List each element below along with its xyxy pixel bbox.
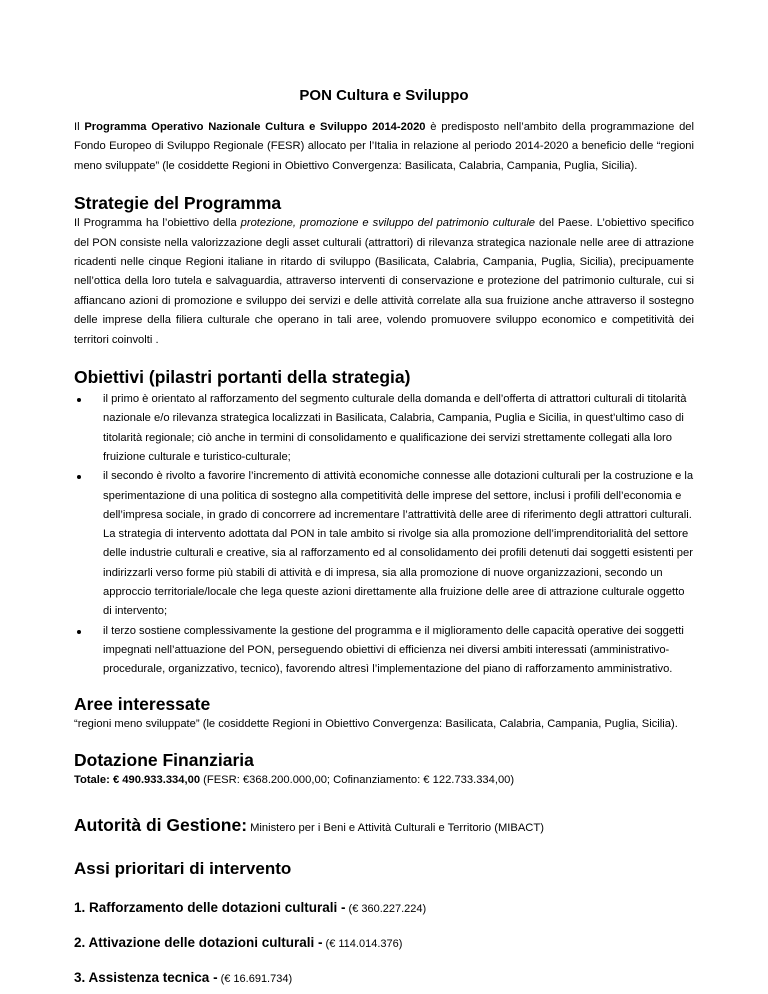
- asse-label: 3. Assistenza tecnica -: [74, 969, 218, 985]
- dotazione-total: Totale: € 490.933.334,00: [74, 773, 201, 786]
- obiettivi-heading: Obiettivi (pilastri portanti della strategia): [74, 367, 411, 388]
- autorita-line: [74, 815, 694, 836]
- dotazione-text: [74, 771, 694, 790]
- list-item: il primo è orientato al rafforzamento del segmento culturale della domanda e dell’offerta di attrattori culturali di titolarità nazionale e/o rilevanza strategica localizzati in Basilicata, Calabria, Campania, Puglia e Sicilia, in quest’ultimo caso di titolarità regionale; ciò anche in termini di consolidamento e qualificazione dei servizi strettamente collegati alla loro fruizione culturale e turistico-culturale;: [74, 390, 694, 467]
- intro-prefix: Il: [74, 121, 85, 133]
- intro-paragraph: [74, 118, 694, 176]
- strategie-paragraph: [74, 214, 694, 350]
- asse-item-3: [74, 970, 694, 985]
- list-item: il secondo è rivolto a favorire l’incremento di attività economiche connesse alle dotazioni culturali per la costruzione e la sperimentazione di una politica di sostegno alla competitività delle imprese del settore, inclusi i profili dell’economia e dell’impresa sociale, in grado di concorrere ad incrementare l’attrattività delle aree di riferimento degli attrattori culturali. La strategia di intervento adottata dal PON in tale ambito si rivolge sia alla promozione dell’imprenditorialità del settore delle industrie culturali e creative, sia al rafforzamento ed al consolidamento dei profili detenuti dai soggetti esistenti per indirizzarli verso forme più stabili di attività e di impresa, sia alla promozione di nuove organizzazioni, secondo un approccio territoriale/locale che lega queste azioni direttamente alla fruizione delle aree di attrazione culturale oggetto di intervento;: [74, 467, 694, 621]
- page-title: PON Cultura e Sviluppo: [299, 87, 469, 104]
- aree-text: “regioni meno sviluppate” (le cosiddette Regioni in Obiettivo Convergenza: Basilicata, Calabria, Campania, Puglia, Sicilia).: [74, 717, 678, 730]
- asse-item-2: [74, 935, 694, 950]
- strategie-italic: protezione, promozione e sviluppo del patrimonio culturale: [240, 217, 536, 230]
- autorita-value: Ministero per i Beni e Attività Culturali e Territorio (MIBACT): [250, 821, 544, 834]
- strategie-prefix: Il Programma ha l’obiettivo della: [74, 217, 241, 230]
- obiettivi-list: [74, 390, 694, 679]
- asse-label: 2. Attivazione delle dotazioni culturali -: [74, 934, 323, 950]
- list-item: il terzo sostiene complessivamente la gestione del programma e il miglioramento delle capacità operative dei soggetti impegnati nell’attuazione del PON, perseguendo obiettivi di efficienza nei diversi ambiti interessati (amministrativo-procedurale, organizzativo, tecnico), favorendo altresì l’implementazione del piano di rafforzamento amministrativo.: [74, 622, 694, 680]
- intro-text: è predisposto nell’ambito della programmazione del Fondo Europeo di Sviluppo Regionale (FESR) allocato per l’Italia in relazione al periodo 2014-2020 a beneficio delle “regioni meno sviluppate” (le cosiddette Regioni in Obiettivo Convergenza: Basilicata, Calabria, Campania, Puglia, Sicilia).: [74, 121, 695, 172]
- dotazione-heading: Dotazione Finanziaria: [74, 749, 254, 770]
- asse-item-1: [74, 900, 694, 915]
- asse-amount: (€ 16.691.734): [220, 972, 293, 985]
- intro-program-name: Programma Operativo Nazionale Cultura e Sviluppo 2014-2020: [84, 121, 426, 133]
- asse-amount: (€ 360.227.224): [348, 902, 427, 915]
- assi-heading: [74, 858, 694, 880]
- autorita-label: Autorità di Gestione:: [74, 814, 248, 835]
- dotazione-breakdown: (FESR: €368.200.000,00; Cofinanziamento: € 122.733.334,00): [200, 773, 515, 786]
- asse-label: 1. Rafforzamento delle dotazioni culturali -: [74, 899, 346, 915]
- strategie-text: del Paese. L’obiettivo specifico del PON consiste nella valorizzazione degli asset culturali (attrattori) di rilevanza strategica nazionale nelle aree di attrazione ricadenti nelle cinque Regioni italiane in ritardo di sviluppo (Basilicata, Calabria, Campania, Puglia, Sicilia), precipuamente nell’ottica della loro tutela e salvaguardia, attraverso interventi di conservazione e protezione del patrimonio culturale, cui si affiancano azioni di promozione e sviluppo dei servizi e delle attività correlate alla sua fruizione anche attraverso il sostegno delle imprese della filiera culturale che operano in tali aree, volendo promuovere sviluppo economico e competitività dei territori coinvolti .: [74, 217, 694, 346]
- asse-amount: (€ 114.014.376): [325, 937, 403, 950]
- assi-heading-text: Assi prioritari di intervento: [74, 858, 292, 878]
- aree-heading: Aree interessate: [74, 693, 211, 714]
- strategie-heading: Strategie del Programma: [74, 193, 282, 214]
